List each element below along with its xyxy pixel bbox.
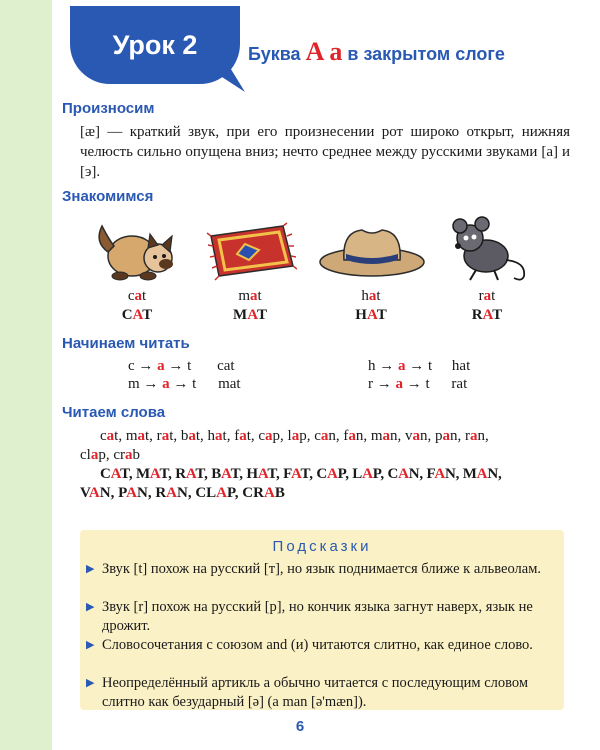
highlighted-vowel: A (221, 466, 231, 482)
highlighted-vowel: A (126, 485, 137, 501)
highlighted-vowel: A (263, 485, 275, 501)
lesson-label: Урок 2 (112, 30, 198, 60)
pronounce-text: [æ] — краткий звук, при его произнесении рот широко открыт, нижняя челюсть сильно опущена вниз; нечто среднее между русскими звуками [а] и [э]. (80, 124, 570, 180)
word-segment: n, p (420, 428, 443, 444)
word-segment: t, f (222, 428, 240, 444)
highlighted-vowel: a (215, 428, 223, 444)
word-segment: t, r (145, 428, 162, 444)
word-segment: P, L (337, 466, 363, 482)
tip-item: ▶ Звук [t] похож на русский [т], но язык поднимается ближе к альвеолам. (86, 561, 541, 577)
word-segment: N, P (99, 485, 127, 501)
meet-heading: Знакомимся (62, 188, 154, 205)
read-words-heading: Читаем слова (62, 404, 166, 421)
tips-title: Подсказки (272, 538, 372, 555)
highlighted-vowel: a (442, 428, 451, 444)
highlighted-vowel: A (185, 466, 196, 482)
word-segment: N, (487, 466, 502, 482)
word-segment: C (100, 466, 111, 482)
pronounce-heading: Произносим (62, 100, 155, 117)
highlighted-vowel: A (291, 466, 301, 482)
word-segment: B (274, 485, 285, 501)
highlighted-vowel: a (106, 428, 115, 444)
word-segment: T, R (159, 466, 186, 482)
word-segment: N, F (408, 466, 435, 482)
highlighted-vowel: a (291, 428, 300, 444)
word-segment: p, cr (98, 447, 125, 463)
highlighted-vowel: a (188, 428, 196, 444)
words-lower-line-2 (80, 447, 140, 464)
word-segment: t, m (114, 428, 138, 444)
highlighted-vowel: A (110, 466, 121, 482)
title-letter-lower: a (329, 37, 343, 66)
word-segment: T, H (230, 466, 258, 482)
highlighted-vowel: a (90, 447, 99, 463)
bullet-icon: ▶ (86, 639, 95, 651)
cat-icon (92, 212, 184, 286)
word-segment: p, l (272, 428, 292, 444)
tip-item: ▶ Звук [r] похож на русский [р], но кончик языка загнут наверх, язык не дрожит. (86, 599, 533, 634)
caption-rat: rat RAT (471, 288, 503, 323)
caption-mat: mat MAT (233, 288, 267, 323)
word-segment: T, F (267, 466, 292, 482)
word-segment: t, b (169, 428, 189, 444)
highlighted-vowel: a (348, 428, 356, 444)
word-segment: t, c (246, 428, 266, 444)
words-upper-line-1 (100, 466, 502, 483)
word-segment: n, r (450, 428, 471, 444)
highlighted-vowel: A (326, 466, 338, 482)
word-segment: T, B (195, 466, 222, 482)
word-segment: n, m (355, 428, 383, 444)
highlighted-vowel: a (161, 428, 170, 444)
word-segment: n, v (390, 428, 413, 444)
title-letter-upper: A (305, 37, 325, 66)
highlighted-vowel: A (362, 466, 373, 482)
word-segment: N, CL (177, 485, 217, 501)
words-lower-line-1 (100, 428, 489, 445)
highlighted-vowel: A (398, 466, 409, 482)
word-segment: n, (477, 428, 489, 444)
word-segment: N, R (136, 485, 167, 501)
highlighted-vowel: A (257, 466, 268, 482)
word-segment: n, f (328, 428, 349, 444)
title-prefix: Буква (248, 44, 301, 64)
word-segment: b (132, 447, 140, 463)
word-segment: T, M (120, 466, 150, 482)
word-segment: T, C (300, 466, 327, 482)
reading-row-cat: c → a → t cat (128, 358, 235, 374)
page-number: 6 (295, 718, 305, 735)
word-segment: P, CR (227, 485, 264, 501)
word-segment: p, c (299, 428, 321, 444)
highlighted-vowel: a (470, 428, 478, 444)
highlighted-vowel: A (434, 466, 445, 482)
highlighted-vowel: a (137, 428, 146, 444)
lesson-title (248, 37, 505, 67)
bullet-icon: ▶ (86, 601, 95, 613)
highlighted-vowel: a (265, 428, 273, 444)
highlighted-vowel: a (412, 428, 421, 444)
caption-cat: cat CAT (121, 288, 153, 323)
highlighted-vowel: a (382, 428, 391, 444)
word-segment: c (100, 428, 107, 444)
tip-item: ▶ Словосочетания с союзом and (и) читаются слитно, как единое слово. (86, 637, 533, 653)
mat-icon (205, 222, 297, 282)
word-segment: P, C (372, 466, 399, 482)
highlighted-vowel: a (239, 428, 247, 444)
rat-icon (442, 212, 532, 286)
caption-hat: hat HAT (355, 288, 387, 323)
highlighted-vowel: a (320, 428, 329, 444)
hat-icon (316, 222, 428, 278)
highlighted-vowel: A (88, 485, 100, 501)
reading-row-rat: r → a → t rat (368, 376, 468, 392)
word-segment: N, M (444, 466, 477, 482)
word-segment: V (80, 485, 89, 501)
bullet-icon: ▶ (86, 563, 95, 575)
start-reading-heading: Начинаем читать (62, 335, 190, 352)
bullet-icon: ▶ (86, 677, 95, 689)
words-upper-line-2 (80, 485, 285, 502)
word-segment: cl (80, 447, 91, 463)
title-suffix: в закрытом слоге (347, 44, 505, 64)
highlighted-vowel: A (149, 466, 160, 482)
reading-row-hat: h → a → t hat (368, 358, 471, 374)
word-segment: t, h (195, 428, 216, 444)
tip-item: ▶ Неопределённый артикль a обычно читается с последующим словом слитно как безударный [ə] (a man [ə'mæn]). (86, 675, 529, 710)
highlighted-vowel: a (124, 447, 133, 463)
highlighted-vowel: A (166, 485, 177, 501)
page-margin-stripe (0, 0, 52, 750)
highlighted-vowel: A (476, 466, 488, 482)
highlighted-vowel: A (216, 485, 228, 501)
reading-row-mat: m → a → t mat (128, 376, 241, 392)
